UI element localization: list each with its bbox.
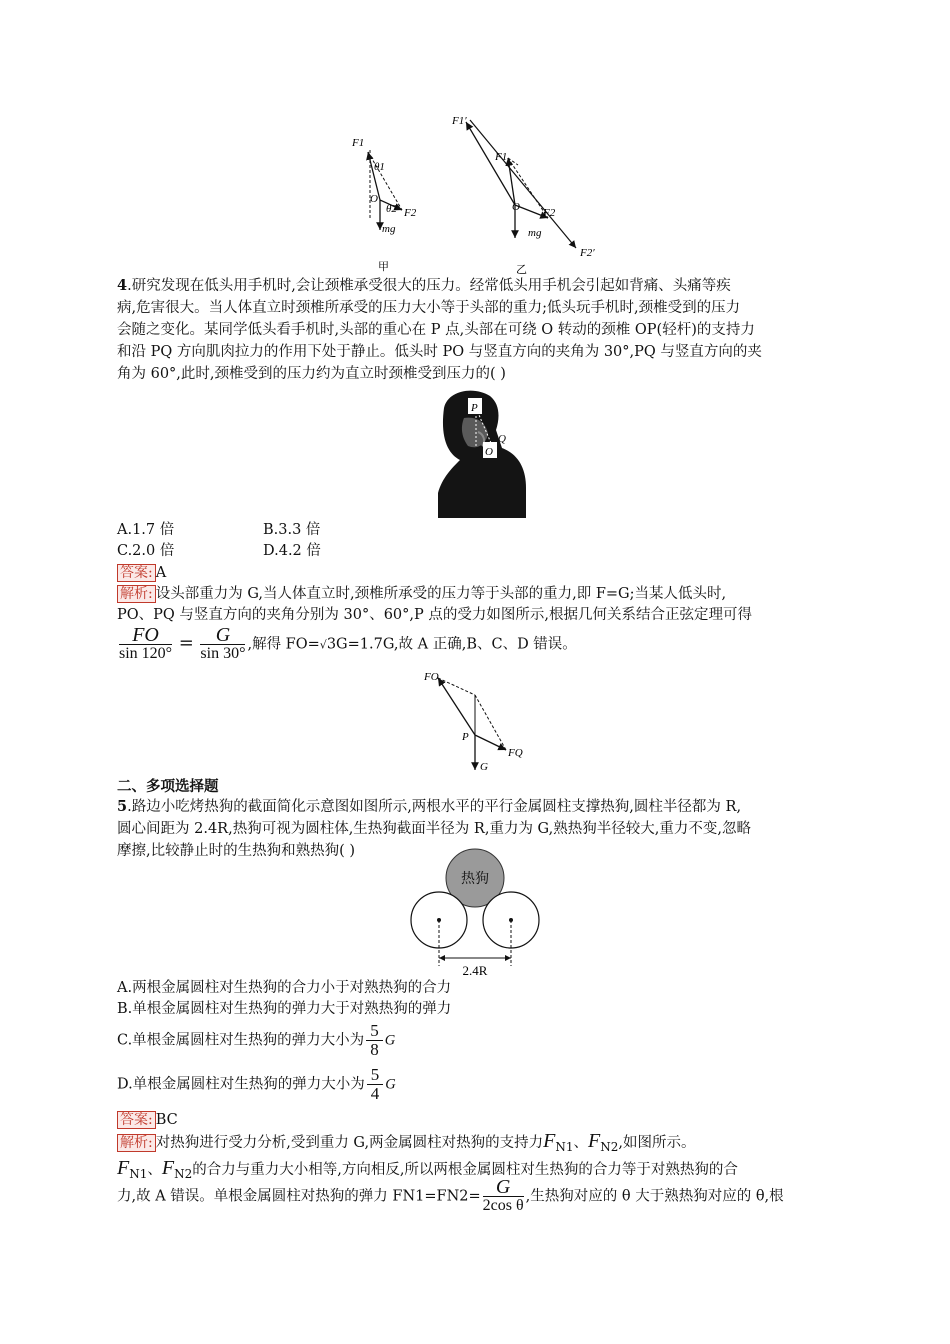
photo-label-o: O bbox=[485, 446, 493, 458]
distance-label: 2.4R bbox=[462, 963, 488, 978]
caption-jia: 甲 bbox=[378, 260, 389, 273]
analysis-tag: 解析: bbox=[117, 1134, 156, 1152]
q4-line-3: 会随之变化。某同学低头看手机时,头部的重心在 P 点,头部在可绕 O 转动的颈椎 OP(轻杆)的支持力 bbox=[117, 322, 755, 338]
q4-number: 4 bbox=[117, 277, 128, 294]
fraction-g-sin30: $\frac{G}{\sin 30^\circ}$ bbox=[200, 624, 246, 662]
diagram-yi bbox=[451, 115, 595, 275]
q5-option-d: D.单根金属圆柱对生热狗的弹力大小为 $\frac{5}{4}$ G bbox=[117, 1065, 396, 1103]
force-diagram-top bbox=[340, 110, 620, 275]
answer-tag: 答案: bbox=[117, 564, 156, 582]
q5-answer: BC bbox=[155, 1112, 178, 1128]
q4-line-5: 角为 60°,此时,颈椎受到的压力约为直立时颈椎受到压力的( ) bbox=[117, 366, 506, 382]
fraction-g-2cos: $\frac{G}{\text{2cos θ}}$ bbox=[482, 1176, 524, 1214]
label-p: P bbox=[462, 731, 469, 743]
q4-line-4: 和沿 PQ 方向肌肉拉力的作用下处于静止。低头时 PO 与竖直方向的夹角为 30°,PQ 与竖直方向的夹 bbox=[117, 344, 762, 360]
label-f2-prime: F2′ bbox=[580, 247, 595, 259]
label-theta1: θ1 bbox=[374, 161, 385, 173]
fraction-5-8: $\frac{5}{8}$ bbox=[366, 1022, 383, 1059]
label-f1-b: F1 bbox=[495, 151, 508, 163]
label-f1: F1 bbox=[352, 137, 365, 149]
label-o: O bbox=[370, 193, 378, 205]
q4-option-d: D.4.2 倍 bbox=[263, 543, 321, 559]
q4-formula: $\frac{FO}{\sin 120^\circ}$ = $\frac{G}{\sin 30^\circ}$ ,解得 FO=√3G=1.7G,故 A 正确,B、C、D 错误。 bbox=[119, 624, 577, 662]
photo-label-p: P bbox=[471, 402, 478, 414]
label-theta2: θ2 bbox=[386, 203, 397, 215]
q5-analysis-3: 力,故 A 错误。单根金属圆柱对热狗的弹力 FN1=FN2= $\frac{G}{\text{2cos θ}}$ ,生热狗对应的 θ 大于熟热狗对应的 θ,根 bbox=[117, 1176, 784, 1214]
label-fq: FQ bbox=[508, 747, 523, 759]
neck-photo bbox=[438, 388, 526, 518]
label-o-b: O bbox=[512, 201, 520, 213]
caption-yi: 乙 bbox=[516, 263, 527, 275]
q4-answer-row bbox=[117, 563, 166, 583]
fraction-5-4: $\frac{5}{4}$ bbox=[367, 1066, 384, 1103]
label-f2: F2 bbox=[404, 207, 417, 219]
q4-analysis-2: PO、PQ 与竖直方向的夹角分别为 30°、60°,P 点的受力如图所示,根据几何关系结合正弦定理可得 bbox=[117, 607, 752, 623]
analysis-tag: 解析: bbox=[117, 585, 156, 603]
photo-label-q: Q bbox=[498, 433, 506, 445]
q4-option-c: C.2.0 倍 bbox=[117, 543, 175, 559]
q4-line-2: 病,危害很大。当人体直立时颈椎所承受的压力大小等于头部的重力;低头玩手机时,颈椎受到的压力 bbox=[117, 300, 741, 316]
q4-analysis-1: 解析: 设头部重力为 G,当人体直立时,颈椎所承受的压力等于头部的重力,即 F=G;当某人低头时, bbox=[117, 584, 726, 604]
q4-line-1: 4.研究发现在低头用手机时,会让颈椎承受很大的压力。经常低头用手机会引起如背痛、头痛等疾 bbox=[117, 277, 731, 294]
q5-number: 5 bbox=[117, 798, 128, 815]
diagram-jia bbox=[351, 137, 417, 273]
q5-line-2: 圆心间距为 2.4R,热狗可视为圆柱体,生热狗截面半径为 R,重力为 G,熟热狗半径较大,重力不变,忽略 bbox=[117, 821, 751, 837]
label-f2-b: F2 bbox=[543, 207, 556, 219]
label-g: G bbox=[480, 761, 488, 773]
q5-analysis-2: $F_{N1}$、$F_{N2}$的合力与重力大小相等,方向相反,所以两根金属圆柱对生热狗的合力等于对熟热狗的合 bbox=[117, 1157, 738, 1181]
label-mg-b: mg bbox=[528, 227, 542, 239]
q5-analysis-1: 解析: 对热狗进行受力分析,受到重力 G,两金属圆柱对热狗的支持力$F_{N1}$、$F_{N2}$,如图所示。 bbox=[117, 1131, 695, 1157]
label-mg: mg bbox=[382, 223, 396, 235]
force-diagram-p bbox=[420, 670, 540, 775]
label-fo: FO bbox=[424, 671, 439, 683]
q5-line-1: 5.路边小吃烤热狗的截面简化示意图如图所示,两根水平的平行金属圆柱支撑热狗,圆柱半径都为 R, bbox=[117, 798, 742, 815]
q5-option-b: B.单根金属圆柱对生热狗的弹力大于对熟热狗的弹力 bbox=[117, 1001, 452, 1017]
label-f1-prime: F1′ bbox=[452, 115, 467, 127]
q4-answer: A bbox=[155, 565, 167, 581]
q4-option-b: B.3.3 倍 bbox=[263, 522, 321, 538]
root-value: 3 bbox=[326, 636, 337, 653]
section-title-multiple-choice: 二、多项选择题 bbox=[117, 778, 219, 795]
answer-tag: 答案: bbox=[117, 1111, 156, 1129]
q5-line-3: 摩擦,比较静止时的生热狗和熟热狗( ) bbox=[117, 843, 356, 859]
hotdog-diagram bbox=[405, 848, 550, 978]
fraction-fo-sin120: $\frac{FO}{\sin 120^\circ}$ bbox=[119, 624, 173, 662]
q5-answer-row bbox=[117, 1110, 178, 1130]
q5-option-a: A.两根金属圆柱对生热狗的合力小于对熟热狗的合力 bbox=[117, 980, 452, 996]
q4-option-a: A.1.7 倍 bbox=[117, 522, 175, 538]
q5-option-c: C.单根金属圆柱对生热狗的弹力大小为 $\frac{5}{8}$ G bbox=[117, 1021, 396, 1059]
hotdog-label: 热狗 bbox=[461, 871, 489, 887]
